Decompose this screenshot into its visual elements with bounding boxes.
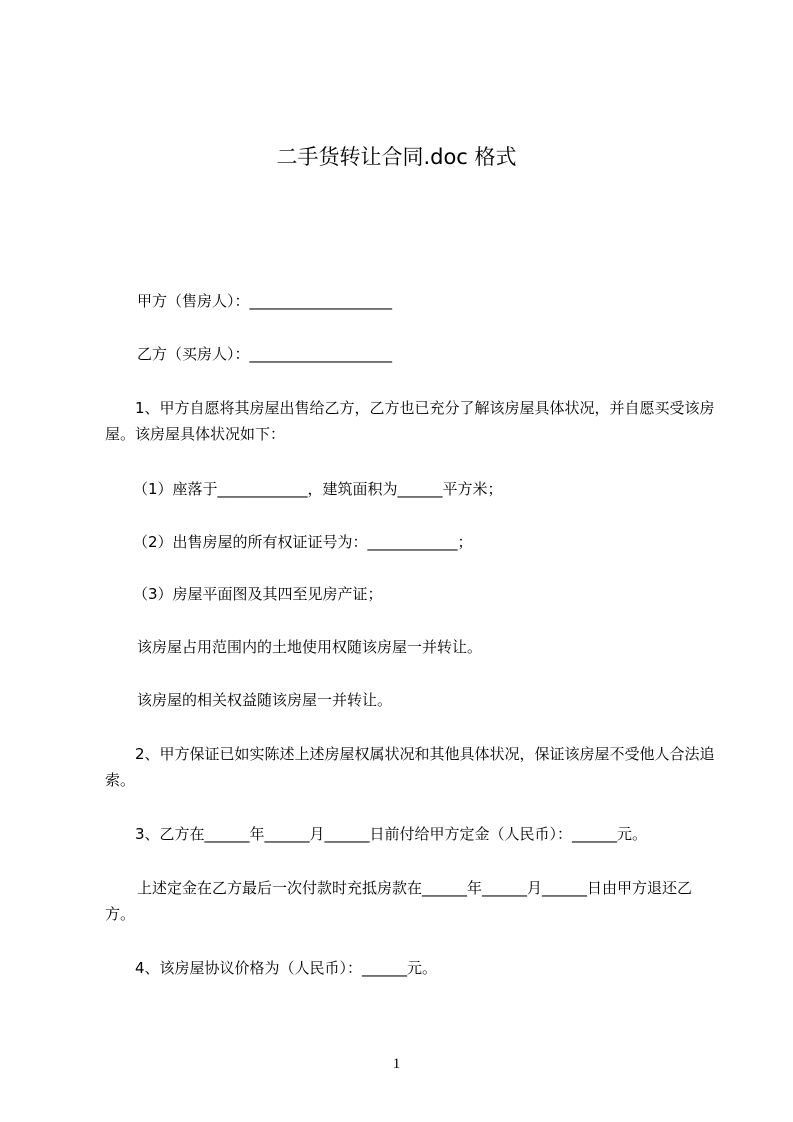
rights-paragraph: 该房屋的相关权益随该房屋一并转让。 — [137, 691, 393, 709]
deposit-paragraph: 上述定金在乙方最后一次付款时充抵房款在______年______月______日由甲方退还乙方。 — [105, 879, 693, 923]
clause-2: 2、甲方保证已如实陈述上述房屋权属状况和其他具体状况，保证该房屋不受他人合法追索。 — [105, 745, 715, 789]
item-3: （3）房屋平面图及其四至见房产证； — [133, 585, 383, 603]
clause-1: 1、甲方自愿将其房屋出售给乙方，乙方也已充分了解该房屋具体状况，并自愿买受该房屋。该房屋具体状况如下： — [105, 399, 715, 443]
land-use-paragraph: 该房屋占用范围内的土地使用权随该房屋一并转让。 — [137, 638, 483, 656]
document-title: 二手货转让合同.doc 格式 — [276, 145, 517, 169]
clause-4: 4、该房屋协议价格为（人民币）：______元。 — [135, 959, 438, 977]
clause-3: 3、乙方在______年______月______日前付给甲方定金（人民币）：______元。 — [135, 825, 648, 843]
item-1: （1）座落于____________，建筑面积为______平方米； — [133, 480, 503, 498]
page-number: 1 — [392, 1056, 401, 1072]
item-2: （2）出售房屋的所有权证证号为：____________； — [133, 533, 473, 551]
party-a-line: 甲方（售房人）：___________________ — [137, 292, 393, 310]
party-b-line: 乙方（买房人）：___________________ — [137, 345, 393, 363]
